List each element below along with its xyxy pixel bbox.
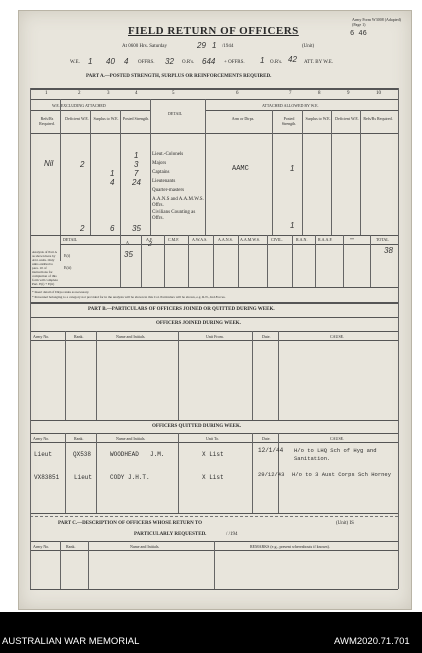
footer-bar (0, 612, 422, 653)
quitted-col-cause: CAUSE. (330, 436, 345, 441)
col-head-surplus-right: Surplus to W.E. (305, 116, 331, 121)
part-b-rule (30, 317, 398, 318)
col-head-deficient-right: Deficient W.E. (335, 116, 359, 121)
part-c-dash-rule (30, 516, 398, 517)
total-deficient: 2 (80, 224, 85, 233)
vline-q3 (178, 433, 179, 513)
joined-col-armyno: Army No. (33, 334, 50, 339)
vline-an8 (292, 235, 293, 287)
part-c-col-armyno: Army No. (33, 544, 50, 549)
surplus-lieutenants: 4 (110, 178, 115, 187)
att-label: ATT. BY W.E. (304, 60, 334, 65)
vline-an2 (141, 235, 142, 287)
vline-q4 (252, 433, 253, 513)
rank-qm: Quarter-masters (152, 188, 185, 193)
quitted-head-rule (30, 433, 398, 434)
analysis-total-value: 38 (384, 246, 393, 255)
surplus-captains: 1 (110, 169, 115, 178)
col-head-deficient-left: Deficient W.E. (65, 116, 89, 121)
quitted-col-date: Date. (262, 436, 271, 441)
vline-a9 (360, 110, 361, 235)
col-number-1: 1 (45, 91, 48, 96)
vline-a7 (302, 110, 303, 235)
plus-offrs-label: + OFFRS. (224, 60, 245, 65)
footnote-1: * Insert detail of Dirps ranks as necessary. (32, 290, 90, 294)
analysis-head-other: ** (350, 237, 354, 242)
quitted-row2-cause: H/o to 3 Aust Corps Sch Horney (292, 471, 392, 478)
analysis-head-raaf: R.A.A.F. (318, 237, 333, 242)
col-number-8: 8 (318, 91, 321, 96)
quitted-row2-unit: X List (202, 474, 224, 481)
analysis-head-total: TOTAL (376, 237, 389, 242)
col-head-refs-left: Refs/Rs Required. (39, 116, 55, 126)
posted-majors: 3 (134, 160, 139, 169)
vline-an5 (213, 235, 214, 287)
joined-cols-rule (30, 340, 398, 341)
analysis-head-aamws: A.A.M.W.S. (240, 237, 260, 242)
quitted-row2-rank: Lieut (74, 474, 93, 481)
quitted-row1-armyno: QX538 (73, 451, 92, 458)
quitted-row2-name: CODY J.H.T. (110, 474, 150, 481)
analysis-bottom-rule (30, 287, 398, 288)
unit-label: (Unit) (302, 44, 315, 49)
quitted-col-rank: Rank. (74, 436, 84, 441)
analysis-head-aans: A.A.N.S. (218, 237, 233, 242)
vline-a3 (120, 110, 121, 235)
part-b-heading: PART B.—PARTICULARS OF OFFICERS JOINED OR QUITTED DURING WEEK. (88, 307, 275, 312)
quitted-row1-initials: J.M. (150, 451, 165, 458)
vline-a5 (205, 99, 206, 235)
footnote-2: * Personnel belonging to a category not provided for in the analysis will be shown in this Col. Particulars will be shown, e.g. R.N., Ind.Forces. (32, 295, 226, 299)
plus-ors-label: O.R's. (270, 60, 283, 65)
part-c-unit: (Unit) IS (336, 521, 354, 526)
vline-an7 (267, 235, 268, 287)
posted-captains: 7 (134, 169, 139, 178)
vline-an3 (164, 235, 165, 287)
part-c-date: / /194 (226, 532, 238, 537)
quitted-bottom-rule (30, 513, 398, 514)
quitted-row1-unit: X List (202, 451, 224, 458)
quitted-row2-date: 29/12/43 (258, 471, 285, 478)
col-number-5: 5 (172, 91, 175, 96)
part-a-top-rule (30, 88, 398, 90)
analysis-a-value: 35 (124, 250, 133, 259)
vline-j2 (96, 331, 97, 420)
vline-a1 (60, 99, 61, 261)
vline-c3 (214, 541, 215, 589)
vline-j3 (178, 331, 179, 420)
plus-ors-value: 42 (288, 55, 297, 64)
vline-c1 (60, 541, 61, 589)
date-month: 1 (212, 41, 217, 50)
vline-q2 (96, 433, 97, 513)
deficient-value: 2 (80, 160, 85, 169)
part-a-end-rule (30, 302, 398, 304)
total-attached-posted: 1 (290, 221, 295, 230)
form-reference: Army Form W3008 (Adapted) (Page 1) (352, 17, 401, 27)
vline-j1 (65, 331, 66, 420)
col-number-3: 3 (107, 91, 110, 96)
joined-col-name: Name and Initials. (116, 334, 146, 339)
col-head-posted-left: Posted Strength. (122, 116, 150, 121)
vline-c2 (88, 541, 89, 589)
quitted-row1-cause: H/o to LHQ Sch of Hyg and Sanitation. (294, 447, 377, 462)
posted-lieutenants: 24 (132, 178, 141, 187)
col-head-refs-right: Refs/Rs Required. (363, 116, 393, 121)
col-head-surplus-left: Surplus to W.E. (93, 116, 119, 121)
total-surplus: 6 (110, 224, 115, 233)
part-c-line2: PARTICULARLY REQUESTED. (134, 532, 207, 537)
rank-civilians: Civilians Counting as Offrs. (152, 210, 196, 221)
analysis-head-rule (60, 244, 398, 245)
unit-number: 6 46 (350, 30, 367, 38)
form-title: FIELD RETURN OF OFFICERS (128, 25, 299, 37)
col-number-6: 6 (236, 91, 239, 96)
quitted-heading: OFFICERS QUITTED DURING WEEK. (152, 424, 242, 429)
posted-lt-col: 1 (134, 151, 139, 160)
analysis-note: Analysis of Part A as shown here by ALL units. Only units entitled to para. 10 of instructions for completion of this form will complete Part. E(i) + E(ii) (32, 250, 58, 286)
quitted-row2-armyno: VX83851 (34, 474, 60, 481)
offrs-value: 32 (165, 57, 174, 66)
vline-a4 (150, 99, 151, 235)
attached-allowed: ATTACHED ALLOWED BY W.E. (262, 103, 319, 108)
total-posted: 35 (132, 224, 141, 233)
joined-heading: OFFICERS JOINED DURING WEEK. (156, 321, 241, 326)
joined-col-date: Date. (262, 334, 271, 339)
at-line-label: At 0600 Hrs. Saturday (122, 44, 167, 49)
quitted-row1-date: 12/1/44 (258, 447, 284, 454)
footer-accession-number: AWM2020.71.701 (334, 636, 410, 647)
table-right-border (398, 88, 399, 589)
we-excluding-attached: W.E. EXCLUDING ATTACHED (52, 103, 106, 108)
col-number-10: 10 (376, 91, 381, 96)
joined-col-cause: CAUSE. (330, 334, 345, 339)
vline-a8 (331, 110, 332, 235)
joined-col-rank: Rank. (74, 334, 84, 339)
part-c-heading: PART C.—DESCRIPTION OF OFFICERS WHOSE RETURN TO (58, 521, 203, 526)
col-numbers-rule (30, 99, 398, 100)
we-value-2: 40 (106, 57, 115, 66)
analysis-head-af: A.F. (146, 237, 153, 242)
quitted-col-armyno: Army No. (33, 436, 50, 441)
we-value-1: 1 (88, 57, 93, 66)
analysis-head-awas: A.W.A.S. (192, 237, 208, 242)
analysis-row-ei: E(i) (64, 253, 71, 258)
ors-label: O.R's. (182, 60, 195, 65)
part-c-col-name: Name and Initials. (130, 544, 160, 549)
vline-j5 (278, 331, 279, 420)
rank-majors: Majors (152, 161, 167, 166)
analysis-row-eii: E(ii) (64, 265, 72, 270)
refs-required-value: Nil (44, 159, 54, 168)
vline-a2 (90, 110, 91, 235)
rank-lt-col: Lieut.-Colonels (152, 152, 184, 157)
head-bottom-rule (30, 133, 398, 134)
col-head-detail: DETAIL (168, 111, 183, 116)
col-head-arm: Arm or Dirps. (231, 116, 255, 121)
col-number-9: 9 (347, 91, 350, 96)
part-c-col-remarks: REMARKS (e.g., present whereabouts if known). (250, 544, 330, 549)
part-c-col-rank: Rank. (66, 544, 76, 549)
vline-an9 (315, 235, 316, 287)
vline-j4 (252, 331, 253, 420)
footer-institution: AUSTRALIAN WAR MEMORIAL (2, 636, 140, 647)
vline-a6 (272, 110, 273, 235)
vline-an6 (238, 235, 239, 287)
vline-q1 (65, 433, 66, 513)
analysis-head-ran: R.A.N. (296, 237, 308, 242)
vline-an11 (370, 235, 371, 287)
date-day: 29 (197, 41, 206, 50)
quitted-col-unit: Unit To. (206, 436, 220, 441)
quitted-col-name: Name and Initials. (116, 436, 146, 441)
attached-posted-value: 1 (290, 164, 295, 173)
joined-bottom-rule (30, 420, 398, 421)
we-value-3: 4 (124, 57, 129, 66)
col-number-7: 7 (289, 91, 292, 96)
rank-aans: A.A.N.S and A.A.M.W.S. Offrs. (152, 197, 204, 208)
joined-head-rule (30, 331, 398, 332)
analysis-af-value: 2 (148, 241, 152, 248)
col-number-4: 4 (135, 91, 138, 96)
analysis-head-a: A (126, 240, 129, 245)
arm-value: AAMC (232, 165, 249, 173)
vline-an4 (188, 235, 189, 287)
we-label: W.E. (70, 60, 80, 65)
ors-value: 644 (202, 57, 216, 66)
date-year: /1944 (222, 44, 234, 49)
vline-an10 (343, 235, 344, 287)
part-c-bottom-rule (30, 589, 398, 590)
col-head-posted-right: Posted Strength. (281, 116, 297, 126)
col-number-2: 2 (78, 91, 81, 96)
rank-lieutenants: Lieutenants (152, 179, 176, 184)
part-a-heading: PART A.—POSTED STRENGTH, SURPLUS OR REINFORCEMENTS REQUIRED. (86, 74, 272, 79)
rank-captains: Captains (152, 170, 170, 175)
joined-col-unit: Unit From. (206, 334, 224, 339)
table-left-border (30, 88, 31, 589)
analysis-head-cmf: C.M.F. (168, 237, 180, 242)
analysis-head-detail: DETAIL (63, 237, 78, 242)
quitted-cols-rule (30, 442, 398, 443)
analysis-head-civil: CIVIL. (271, 237, 283, 242)
quitted-row1-rank: Lieut (34, 451, 53, 458)
quitted-row1-surname: WOODHEAD (110, 451, 139, 458)
offrs-label: OFFRS. (138, 60, 155, 65)
plus-offrs-value: 1 (260, 56, 265, 65)
vline-an1 (120, 235, 121, 287)
